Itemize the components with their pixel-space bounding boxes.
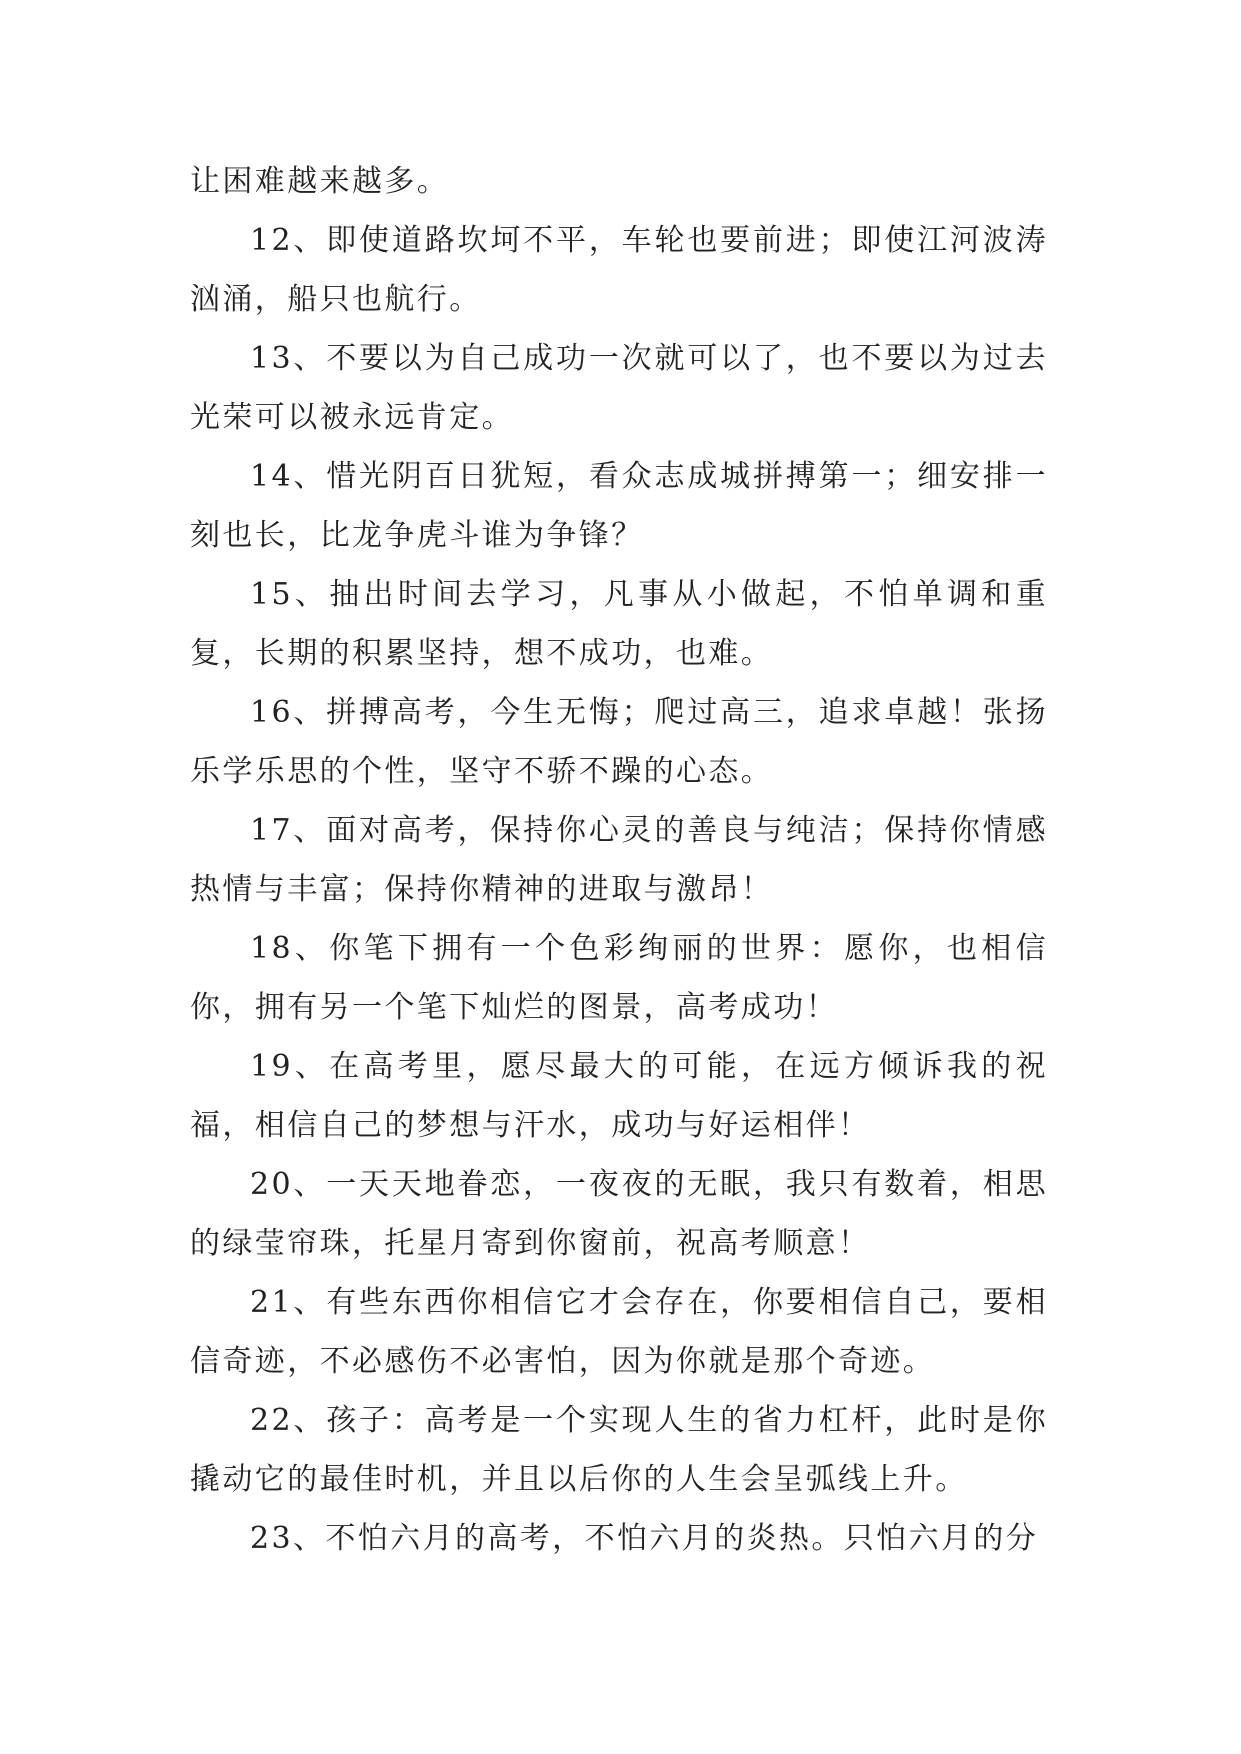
paragraph-item-18: 18、你笔下拥有一个色彩绚丽的世界：愿你，也相信你，拥有另一个笔下灿烂的图景，高考成功！ [190, 931, 1048, 1025]
paragraph-item-17: 17、面对高考，保持你心灵的善良与纯洁；保持你情感热情与丰富；保持你精神的进取与激昂！ [190, 813, 1048, 907]
paragraph-item-21: 21、有些东西你相信它才会存在，你要相信自己，要相信奇迹，不必感伤不必害怕，因为你就是那个奇迹。 [190, 1285, 1048, 1379]
paragraph-item-23: 23、不怕六月的高考，不怕六月的炎热。只怕六月的分 [250, 1521, 1039, 1556]
paragraph-item-12: 12、即使道路坎坷不平，车轮也要前进；即使江河波涛汹涌，船只也航行。 [190, 223, 1048, 317]
paragraph-item-19: 19、在高考里，愿尽最大的可能，在远方倾诉我的祝福，相信自己的梦想与汗水，成功与好运相伴！ [190, 1049, 1048, 1143]
paragraph-item-22: 22、孩子：高考是一个实现人生的省力杠杆，此时是你撬动它的最佳时机，并且以后你的人生会呈弧线上升。 [190, 1403, 1048, 1497]
document-body [190, 152, 1048, 1568]
paragraph-item-13: 13、不要以为自己成功一次就可以了，也不要以为过去光荣可以被永远肯定。 [190, 341, 1048, 435]
paragraph-item-15: 15、抽出时间去学习，凡事从小做起，不怕单调和重复，长期的积累坚持，想不成功，也难。 [190, 577, 1048, 671]
paragraph-continuation: 让困难越来越多。 [190, 164, 450, 199]
paragraph-item-16: 16、拼搏高考，今生无悔；爬过高三，追求卓越！张扬乐学乐思的个性，坚守不骄不躁的心态。 [190, 695, 1048, 789]
paragraph-item-20: 20、一天天地眷恋，一夜夜的无眠，我只有数着，相思的绿莹帘珠，托星月寄到你窗前，祝高考顺意！ [190, 1167, 1048, 1261]
paragraph-item-14: 14、惜光阴百日犹短，看众志成城拼搏第一；细安排一刻也长，比龙争虎斗谁为争锋？ [190, 459, 1048, 553]
